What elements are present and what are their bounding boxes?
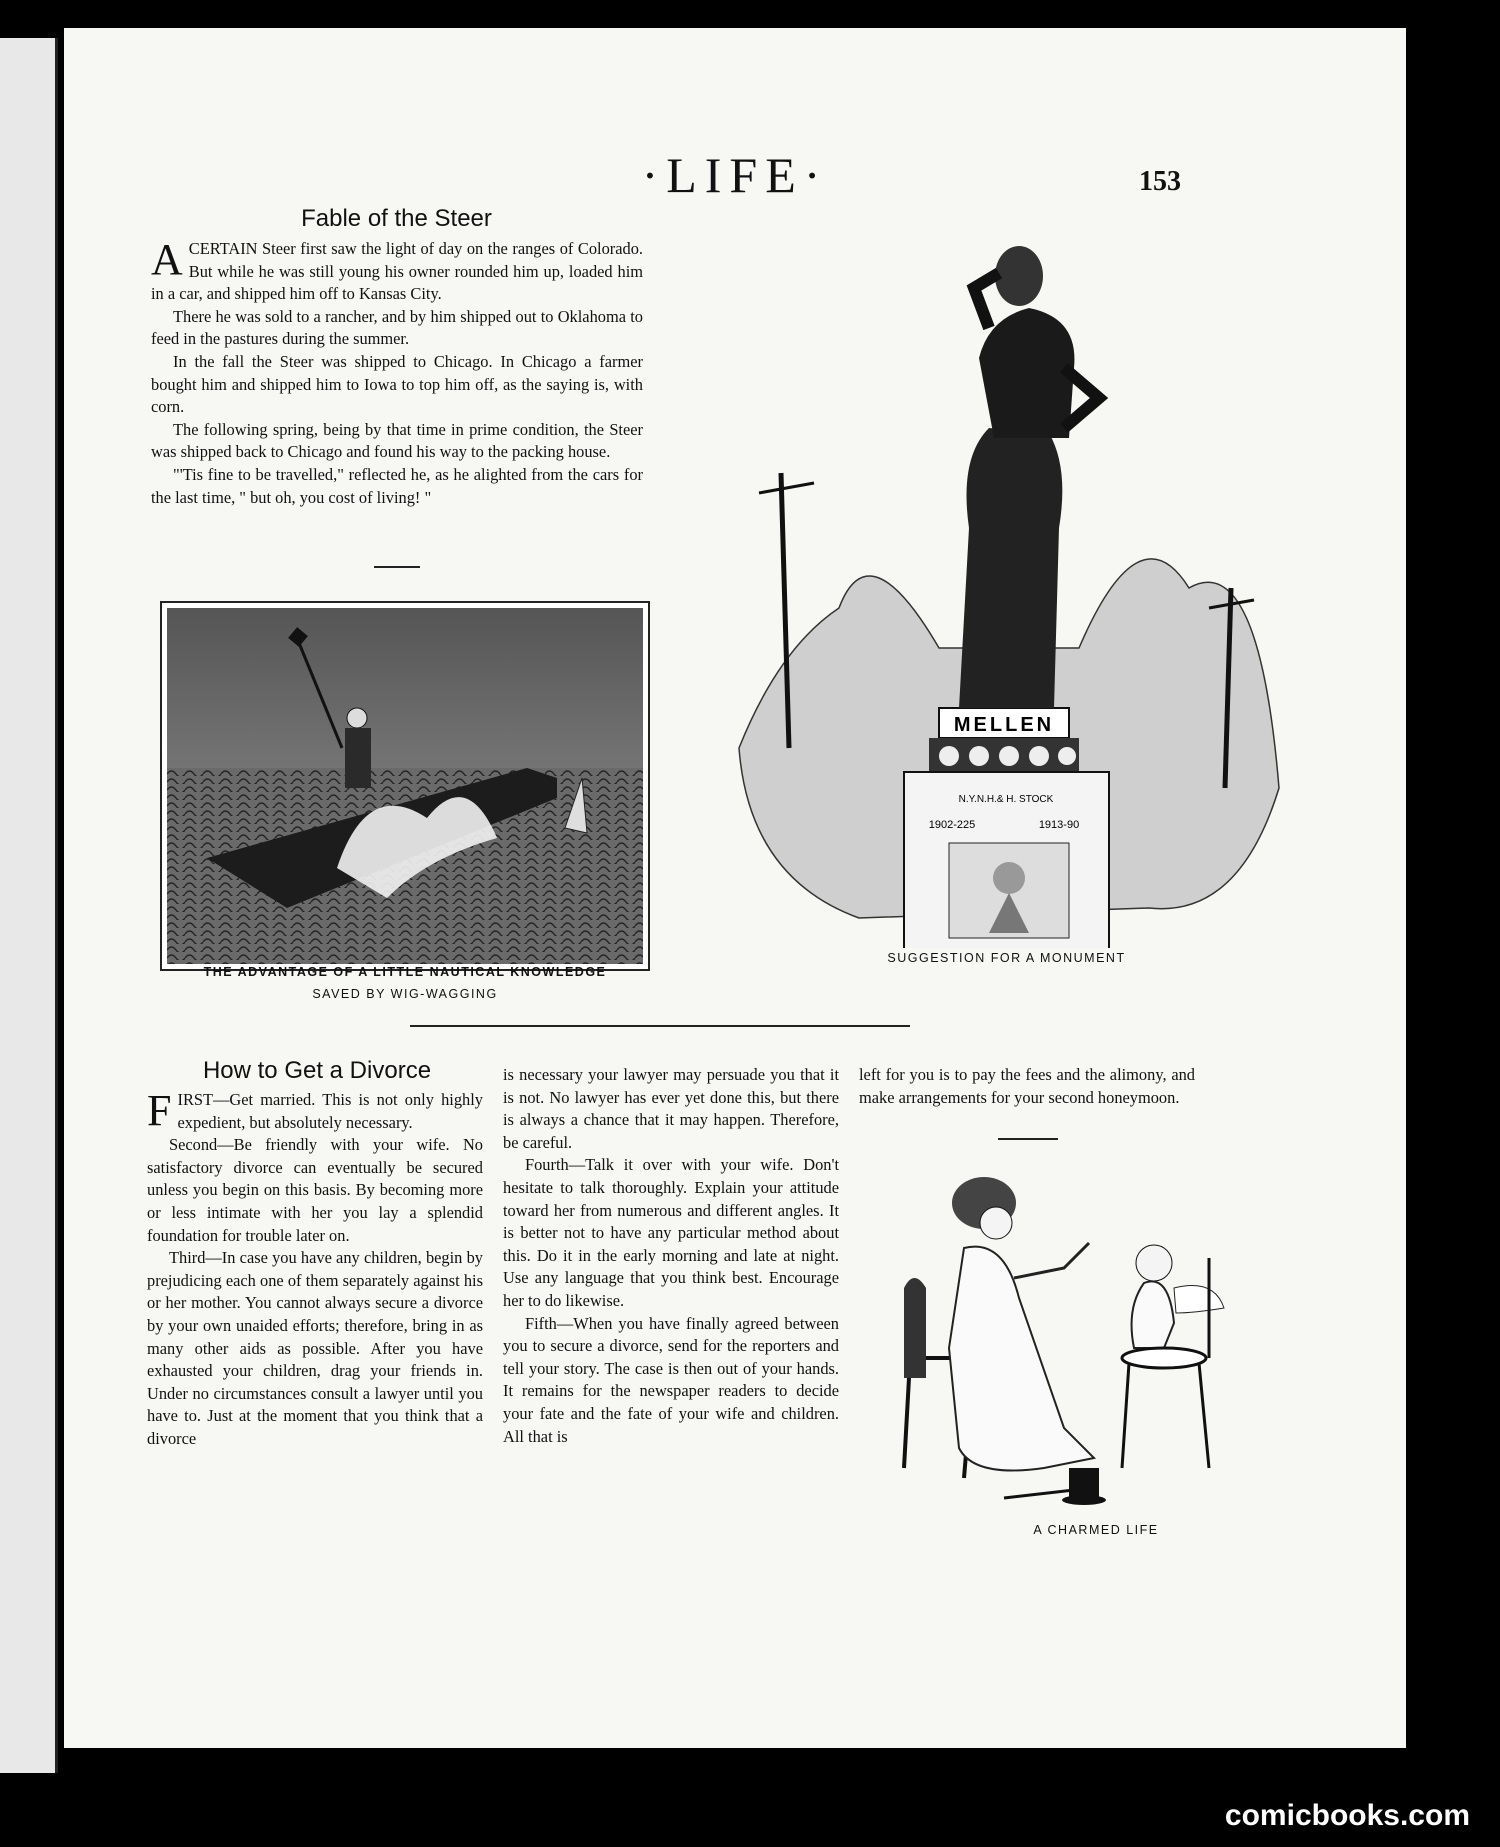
fable-paragraph: A CERTAIN Steer first saw the light of day on the ranges of Colorado. But while he was still young his owner rounded him up, loaded him in a car, and shipped him off to Kansas City.	[151, 235, 643, 304]
fable-paragraph: There he was sold to a rancher, and by him shipped out to Oklahoma to feed in the pastures during the summer.	[151, 306, 643, 349]
divorce-paragraph: Second—Be friendly with your wife. No satisfactory divorce can eventually be secured unless you begin on this basis. By becoming more or less intimate with her you lay a splendid foundation for trouble later on.	[147, 1135, 483, 1245]
charmed-life-caption: A CHARMED LIFE	[1033, 1523, 1159, 1537]
plaque-left-value: 1902-225	[928, 819, 976, 831]
nautical-caption: THE ADVANTAGE OF A LITTLE NAUTICAL KNOWLEDGE	[203, 965, 607, 979]
fable-paragraph: In the fall the Steer was shipped to Chicago. In Chicago a farmer bought him and shipped him to Iowa to top him off, as the saying is, with corn.	[151, 351, 643, 417]
magazine-page	[64, 28, 1406, 1748]
adjacent-page-edge	[0, 38, 58, 1773]
monument-caption: SUGGESTION FOR A MONUMENT	[887, 951, 1126, 965]
divorce-paragraph: Fourth—Talk it over with your wife. Don't hesitate to talk thoroughly. Explain your attitude toward her from numerous and different angles. It is better not to have any particular method about this. Do it in the early morning and late at night. Use any language that you think best. Encourage her to do likewise.	[503, 1155, 839, 1310]
monument-illustration	[719, 228, 1294, 948]
plaque-right-value: 1913-90	[1038, 819, 1080, 831]
speedboat-sketch	[167, 608, 643, 964]
divorce-col-2	[503, 1064, 839, 1448]
nautical-subcaption: SAVED BY WIG-WAGGING	[312, 987, 498, 1001]
divorce-paragraph: left for you is to pay the fees and the alimony, and make arrangements for your second honeymoon.	[859, 1065, 1195, 1107]
divorce-dropcap: F	[147, 1086, 172, 1135]
monument-sketch	[719, 228, 1294, 948]
plinth-name-label: MELLEN	[953, 714, 1055, 736]
divorce-paragraph: FIRST—Get married. This is not only highly expedient, but absolutely necessary.	[147, 1086, 483, 1135]
fable-title: Fable of the Steer	[301, 205, 492, 232]
nautical-illustration	[160, 601, 650, 971]
masthead: ·LIFE·	[641, 147, 829, 203]
divorce-paragraph: Fifth—When you have finally agreed between you to secure a divorce, send for the reporters and tell your story. The case is then out of your hands. It remains for the newspaper readers to decide your fate and the fate of your wife and children. All that is	[503, 1313, 839, 1446]
divorce-paragraph: Third—In case you have any children, begin by prejudicing each one of them separately against his or her mother. You cannot always secure a divorce by your own unaided efforts; therefore, bring in as many other aids as possible. After you have exhausted your children, drag your friends in. Under no circumstances consult a lawyer until you have to. Just at the moment that you think that a divorce	[147, 1248, 483, 1448]
watermark: comicbooks.com	[1224, 1799, 1470, 1832]
divorce-title: How to Get a Divorce	[202, 1057, 432, 1084]
cupid-sketch	[864, 1148, 1264, 1548]
divorce-paragraph: is necessary your lawyer may persuade you that it is not. No lawyer has ever yet done this, but there is always a chance that it may happen. Therefore, be careful.	[503, 1065, 839, 1152]
fable-body	[151, 235, 643, 509]
fable-paragraph: "'Tis fine to be travelled," reflected he, as he alighted from the cars for the last time, " but oh, you cost of living! "	[151, 464, 643, 507]
page-number: 153	[1139, 166, 1181, 197]
divorce-col-3	[859, 1064, 1195, 1109]
plaque-title: N.Y.N.H.& H. STOCK	[958, 794, 1054, 805]
divorce-end-rule	[998, 1138, 1058, 1140]
divorce-col-1	[147, 1086, 483, 1451]
charmed-life-illustration	[864, 1148, 1264, 1548]
section-divider	[410, 1025, 910, 1027]
fable-paragraph: The following spring, being by that time in prime condition, the Steer was shipped back to Chicago and found his way to the packing house.	[151, 419, 643, 462]
fable-dropcap: A	[151, 235, 183, 284]
fable-end-rule	[374, 566, 420, 568]
